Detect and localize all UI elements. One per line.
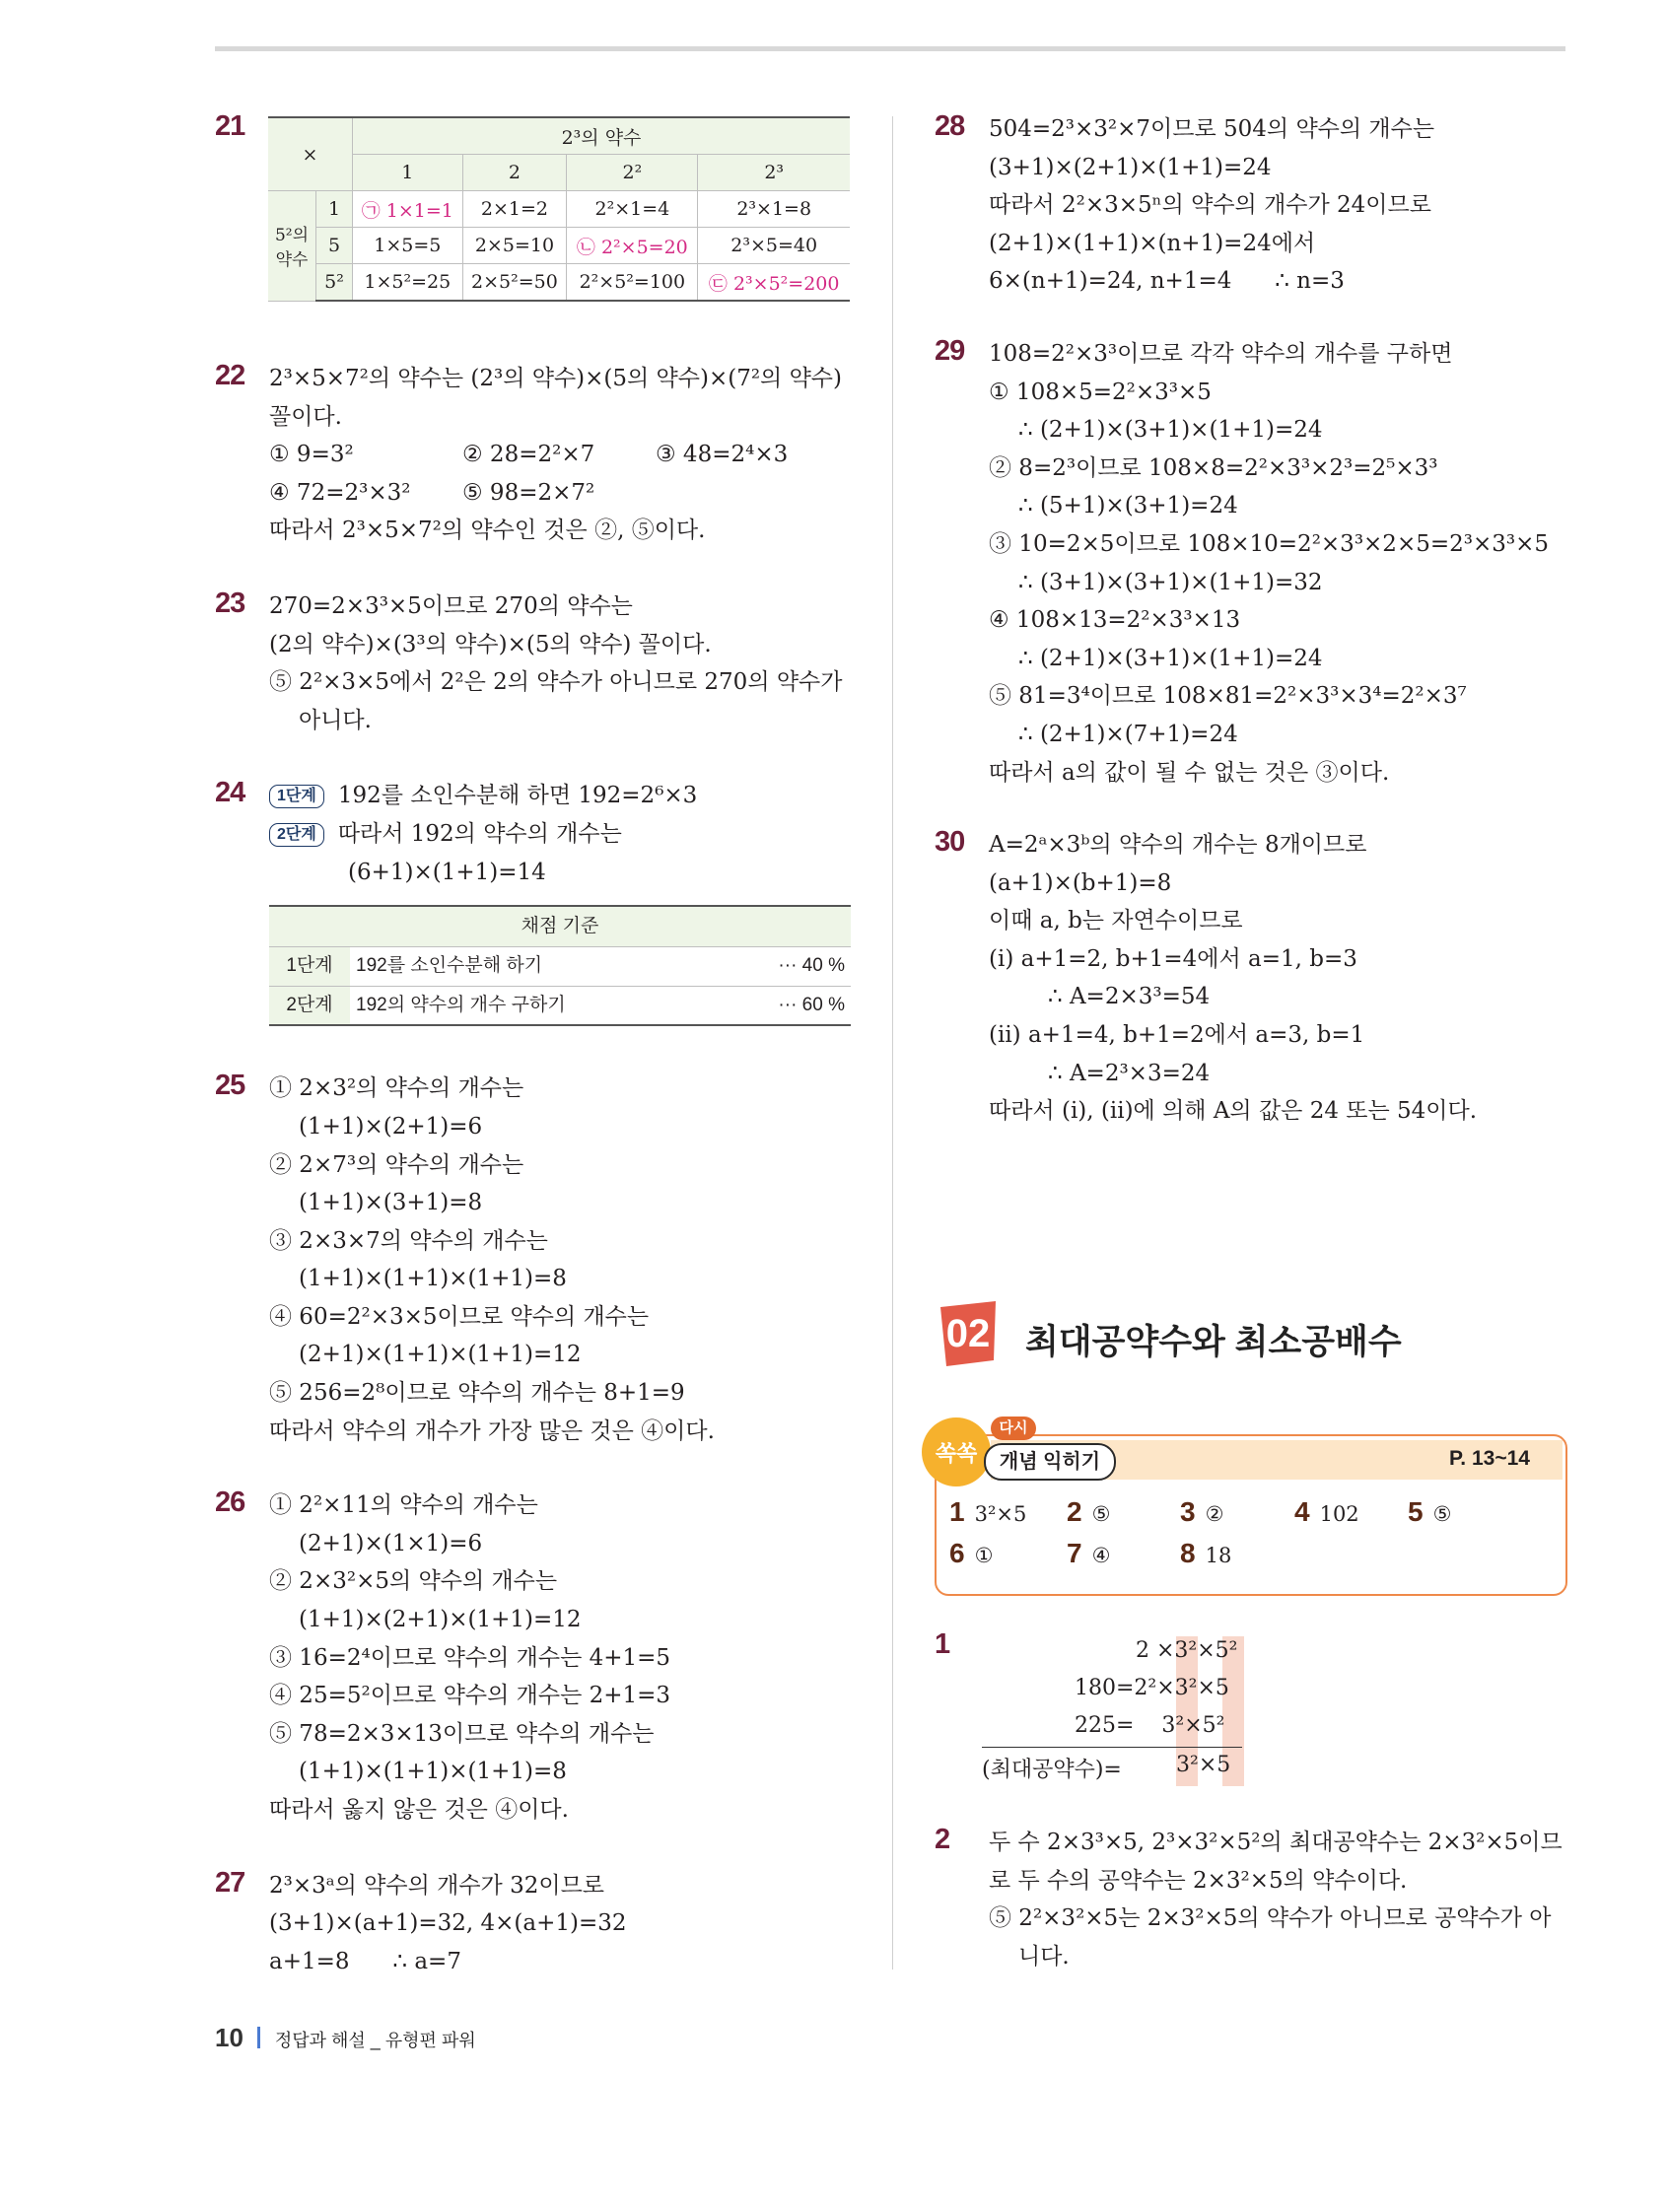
text-line: (3+1)×(2+1)×(1+1)=24 bbox=[989, 154, 1272, 180]
answer-item bbox=[1294, 1496, 1359, 1528]
concept-icon bbox=[922, 1417, 991, 1486]
problem-21 bbox=[215, 110, 866, 317]
problem-number: 29 bbox=[935, 334, 965, 367]
concept-pages: P. 13~14 bbox=[1449, 1447, 1530, 1470]
section-number-icon bbox=[937, 1299, 1000, 1368]
text-line: 따라서 a의 값이 될 수 없는 것은 ③이다. bbox=[989, 759, 1390, 786]
concept-icon-text: 쏙쏙 bbox=[935, 1441, 978, 1466]
step-badge: 2단계 bbox=[269, 823, 324, 847]
problem-number: 26 bbox=[215, 1486, 245, 1519]
table-cell: 1×5²=25 bbox=[353, 264, 463, 302]
gcd-result: 3²×5 bbox=[1176, 1753, 1231, 1777]
text-line: 따라서 2³×5×7²의 약수인 것은 ②, ⑤이다. bbox=[269, 518, 706, 544]
text-line: (2+1)×(1+1)×(1+1)=12 bbox=[299, 1342, 582, 1368]
problem-27 bbox=[215, 1867, 866, 1981]
problem-number: 21 bbox=[215, 110, 245, 142]
footer-separator bbox=[257, 2027, 260, 2048]
gcd-row: 2 ×3²×5² bbox=[1136, 1638, 1238, 1663]
text-line: ∴ (5+1)×(3+1)=24 bbox=[1018, 493, 1238, 519]
text-line: (3+1)×(a+1)=32, 4×(a+1)=32 bbox=[269, 1910, 627, 1937]
text-line: (6+1)×(1+1)=14 bbox=[348, 859, 546, 885]
answer-item bbox=[1067, 1538, 1110, 1569]
text-line: ③ 10=2×5이므로 108×10=2²×3³×2×5=2³×3³×5 bbox=[989, 530, 1550, 557]
problem-23 bbox=[215, 588, 866, 739]
text-line: ⑤ 78=2×3×13이므로 약수의 개수는 bbox=[269, 1720, 655, 1747]
table-cell: 2×5²=50 bbox=[462, 264, 567, 302]
table-cell: 2³×1=8 bbox=[698, 191, 850, 228]
table-cell: ㉢ 2³×5²=200 bbox=[698, 264, 850, 302]
problem-25 bbox=[215, 1070, 866, 1450]
text-line: ③ 2×3×7의 약수의 개수는 bbox=[269, 1227, 548, 1254]
concept-label: 개념 익히기 bbox=[984, 1443, 1116, 1481]
text-line: ① 2×3²의 약수의 개수는 bbox=[269, 1075, 524, 1102]
col-header: 2³ bbox=[698, 155, 850, 191]
answer-val: ② bbox=[1205, 1502, 1224, 1526]
answer-item bbox=[1067, 1496, 1110, 1528]
text-line: ④ 60=2²×3×5이므로 약수의 개수는 bbox=[269, 1303, 650, 1330]
table-cell: 2×5=10 bbox=[462, 228, 567, 264]
text-line: ∴ (2+1)×(3+1)×(1+1)=24 bbox=[1018, 645, 1323, 671]
text-line: ② 2×3²×5의 약수의 개수는 bbox=[269, 1568, 558, 1595]
text-line: 6×(n+1)=24, n+1=4 ∴ n=3 bbox=[989, 268, 1345, 295]
answer-num: 8 bbox=[1180, 1538, 1196, 1568]
problem-29 bbox=[935, 335, 1585, 792]
text-line: 이때 a, b는 자연수이므로 bbox=[989, 908, 1243, 934]
problem-22 bbox=[215, 360, 866, 550]
col-header: 1 bbox=[353, 155, 463, 191]
text-line: (1+1)×(1+1)×(1+1)=8 bbox=[299, 1266, 567, 1292]
page-number: 10 bbox=[215, 2023, 243, 2052]
text-line: ① 108×5=2²×3³×5 bbox=[989, 379, 1212, 405]
problem-number: 23 bbox=[215, 587, 245, 619]
problem-number: 22 bbox=[215, 360, 245, 391]
problem-28 bbox=[935, 110, 1585, 301]
problem-number: 27 bbox=[215, 1866, 245, 1899]
answer-num: 7 bbox=[1067, 1538, 1082, 1568]
section-number: 02 bbox=[945, 1312, 991, 1355]
text-line: 따라서 (i), (ii)에 의해 A의 값은 24 또는 54이다. bbox=[989, 1098, 1478, 1125]
answer-val: ④ bbox=[1091, 1544, 1111, 1567]
text-line: 따라서 옳지 않은 것은 ④이다. bbox=[269, 1797, 569, 1823]
text-line: ∴ (2+1)×(3+1)×(1+1)=24 bbox=[1018, 417, 1323, 444]
text-line: 아니다. bbox=[299, 707, 372, 733]
text-line: ∴ A=2³×3=24 bbox=[1048, 1060, 1211, 1086]
column-divider bbox=[892, 116, 893, 1970]
top-rule bbox=[215, 46, 1565, 51]
text-line: ① 2²×11의 약수의 개수는 bbox=[269, 1492, 538, 1519]
text-line: 270=2×3³×5이므로 270의 약수는 bbox=[269, 592, 633, 619]
problem-number: 2 bbox=[935, 1824, 950, 1855]
answer-item bbox=[1180, 1496, 1223, 1528]
text-line: a+1=8 ∴ a=7 bbox=[269, 1948, 461, 1974]
answer-num: 1 bbox=[949, 1496, 965, 1527]
option: ⑤ 98=2×7² bbox=[462, 479, 595, 506]
scoring-text: 192를 소인수분해 하기 bbox=[350, 947, 720, 987]
text-line: ④ 108×13=2²×3³×13 bbox=[989, 607, 1241, 634]
row-header: 5 bbox=[316, 228, 353, 264]
footer-title: 정답과 해설 _ 유형편 파워 bbox=[274, 2031, 476, 2050]
answer-val: ① bbox=[974, 1544, 994, 1567]
scoring-percent: ··· 40 % bbox=[720, 947, 851, 987]
text-line: 따라서 약수의 개수가 가장 많은 것은 ④이다. bbox=[269, 1417, 715, 1444]
text-line: (i) a+1=2, b+1=4에서 a=1, b=3 bbox=[989, 945, 1357, 972]
table-cell: 1×5=5 bbox=[353, 228, 463, 264]
text-line: ⑤ 256=2⁸이므로 약수의 개수는 8+1=9 bbox=[269, 1380, 685, 1407]
scoring-text: 192의 약수의 개수 구하기 bbox=[350, 986, 720, 1025]
text-line: 따라서 2²×3×5ⁿ의 약수의 개수가 24이므로 bbox=[989, 192, 1431, 219]
text-line: (2+1)×(1×1)=6 bbox=[299, 1530, 483, 1556]
problem-number: 24 bbox=[215, 777, 245, 809]
divisor-table bbox=[268, 116, 850, 302]
text-line: 108=2²×3³이므로 각각 약수의 개수를 구하면 bbox=[989, 340, 1453, 367]
scoring-percent: ··· 60 % bbox=[720, 986, 851, 1025]
table-cell: 2×1=2 bbox=[462, 191, 567, 228]
text-line: (2+1)×(1+1)×(n+1)=24에서 bbox=[989, 230, 1316, 256]
scoring-step: 2단계 bbox=[269, 986, 350, 1025]
concept-tag: 다시 bbox=[991, 1417, 1036, 1440]
answer-num: 2 bbox=[1067, 1496, 1082, 1527]
text-line: 504=2³×3²×7이므로 504의 약수의 개수는 bbox=[989, 116, 1435, 142]
answer-num: 5 bbox=[1408, 1496, 1424, 1527]
table-cell: ㉡ 2²×5=20 bbox=[567, 228, 698, 264]
gcd-label: (최대공약수)= bbox=[982, 1758, 1122, 1782]
text-line: (1+1)×(2+1)=6 bbox=[299, 1113, 483, 1140]
answer-num: 6 bbox=[949, 1538, 965, 1568]
answer-val: 18 bbox=[1205, 1544, 1232, 1567]
answer-val: 102 bbox=[1319, 1502, 1359, 1526]
problem-number: 1 bbox=[935, 1628, 950, 1660]
gcd-rule bbox=[982, 1747, 1242, 1748]
text-line: ③ 16=2⁴이므로 약수의 개수는 4+1=5 bbox=[269, 1644, 671, 1671]
problem-number: 25 bbox=[215, 1070, 245, 1102]
text-line: (ii) a+1=4, b+1=2에서 a=3, b=1 bbox=[989, 1022, 1365, 1049]
concept-badge-icon bbox=[922, 1417, 991, 1486]
answer-num: 4 bbox=[1294, 1496, 1310, 1527]
text-line: 꼴이다. bbox=[269, 403, 342, 430]
problem-number: 28 bbox=[935, 110, 965, 142]
option: ① 9=3² bbox=[269, 442, 354, 468]
text-line: A=2ᵃ×3ᵇ의 약수의 개수는 8개이므로 bbox=[989, 832, 1367, 859]
text-line: ⑤ 2²×3×5에서 2²은 2의 약수가 아니므로 270의 약수가 bbox=[269, 669, 843, 696]
answer-val: ⑤ bbox=[1091, 1502, 1111, 1526]
text-line: 니다. bbox=[1018, 1943, 1070, 1970]
answer-val: ⑤ bbox=[1432, 1502, 1452, 1526]
problem-24 bbox=[215, 777, 866, 1026]
text-line: 두 수 2×3³×5, 2³×3²×5²의 최대공약수는 2×3²×5이므 bbox=[989, 1830, 1563, 1855]
text-line: (2의 약수)×(3³의 약수)×(5의 약수) 꼴이다. bbox=[269, 631, 712, 657]
times-cell: × bbox=[268, 117, 353, 191]
answer-item bbox=[1180, 1538, 1231, 1569]
text-line: 따라서 192의 약수의 개수는 bbox=[337, 820, 622, 847]
answer-num: 3 bbox=[1180, 1496, 1196, 1527]
col-header: 2² bbox=[567, 155, 698, 191]
step-badge: 1단계 bbox=[269, 785, 324, 808]
answer-item bbox=[949, 1538, 993, 1569]
problem-30 bbox=[935, 826, 1585, 1131]
text-line: (1+1)×(1+1)×(1+1)=8 bbox=[299, 1759, 567, 1785]
answer-val: 3²×5 bbox=[974, 1502, 1027, 1526]
page-footer bbox=[215, 2023, 476, 2053]
col-header: 2 bbox=[462, 155, 567, 191]
gcd-row: 180=2²×3²×5 bbox=[1075, 1676, 1229, 1700]
scoring-title: 채점 기준 bbox=[269, 906, 851, 947]
gcd-row: 225= 3²×5² bbox=[1075, 1713, 1225, 1738]
option: ④ 72=2³×3² bbox=[269, 479, 411, 506]
table-cell: 2³×5=40 bbox=[698, 228, 850, 264]
text-line: ∴ A=2×3³=54 bbox=[1048, 984, 1211, 1010]
scoring-table bbox=[269, 905, 851, 1026]
table-cell: ㉠ 1×1=1 bbox=[353, 191, 463, 228]
table-header: 2³의 약수 bbox=[353, 117, 851, 155]
section-title: 최대공약수와 최소공배수 bbox=[1025, 1323, 1402, 1361]
scoring-step: 1단계 bbox=[269, 947, 350, 987]
option: ③ 48=2⁴×3 bbox=[656, 442, 789, 468]
text-line: (a+1)×(b+1)=8 bbox=[989, 869, 1172, 896]
answer-item bbox=[1408, 1496, 1451, 1528]
text-line: 로 두 수의 공약수는 2×3²×5의 약수이다. bbox=[989, 1867, 1408, 1894]
text-line: ② 8=2³이므로 108×8=2²×3³×2³=2⁵×3³ bbox=[989, 454, 1438, 481]
question-2 bbox=[935, 1824, 1585, 1975]
left-column bbox=[215, 110, 866, 1980]
problem-number: 30 bbox=[935, 826, 965, 859]
right-column bbox=[935, 110, 1585, 1131]
text-line: ② 2×7³의 약수의 개수는 bbox=[269, 1151, 524, 1178]
text-line: 192를 소인수분해 하면 192=2⁶×3 bbox=[337, 783, 698, 809]
text-line: (1+1)×(3+1)=8 bbox=[299, 1190, 483, 1216]
table-cell: 2²×1=4 bbox=[567, 191, 698, 228]
side-label: 5²의 약수 bbox=[268, 191, 316, 302]
text-line: ∴ (3+1)×(3+1)×(1+1)=32 bbox=[1018, 569, 1323, 595]
text-line: ⑤ 81=3⁴이므로 108×81=2²×3³×3⁴=2²×3⁷ bbox=[989, 683, 1467, 710]
text-line: 2³×5×7²의 약수는 (2³의 약수)×(5의 약수)×(7²의 약수) bbox=[269, 366, 842, 391]
option: ② 28=2²×7 bbox=[462, 442, 595, 468]
row-header: 1 bbox=[316, 191, 353, 228]
row-header: 5² bbox=[316, 264, 353, 302]
text-line: 2³×3ᵃ의 약수의 개수가 32이므로 bbox=[269, 1872, 605, 1899]
text-line: (1+1)×(2+1)×(1+1)=12 bbox=[299, 1607, 582, 1633]
text-line: ∴ (2+1)×(7+1)=24 bbox=[1018, 721, 1238, 747]
text-line: ⑤ 2²×3²×5는 2×3²×5의 약수가 아니므로 공약수가 아 bbox=[989, 1905, 1552, 1932]
problem-26 bbox=[215, 1486, 866, 1829]
answer-item bbox=[949, 1496, 1026, 1528]
text-line: ④ 25=5²이므로 약수의 개수는 2+1=3 bbox=[269, 1683, 671, 1709]
table-cell: 2²×5²=100 bbox=[567, 264, 698, 302]
